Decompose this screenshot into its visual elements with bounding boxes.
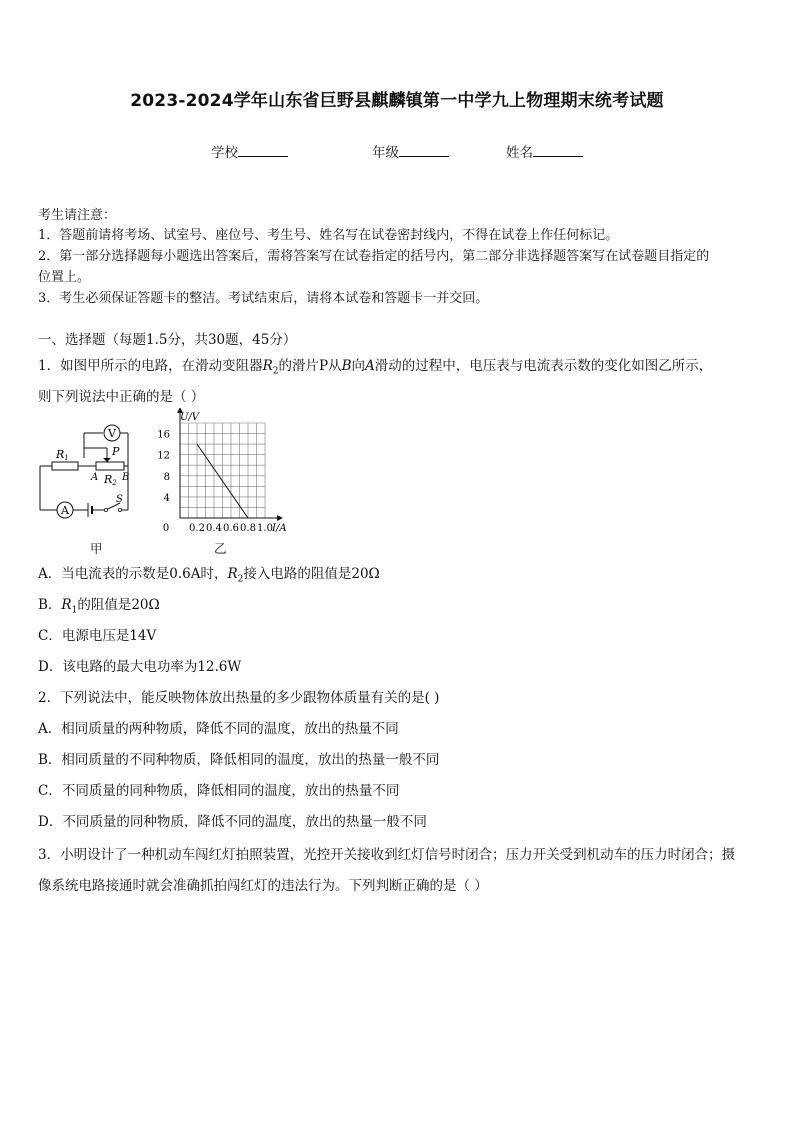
switch-contact-b	[118, 508, 121, 511]
q1-from: B	[341, 358, 352, 374]
q1-option-a-text2: 接入电路的阻值是20Ω	[243, 566, 380, 582]
q2-option-a[interactable]: A．相同质量的两种物质，降低不同的温度，放出的热量不同	[38, 721, 399, 737]
q1-stem-line2: 则下列说法中正确的是（ ）	[38, 389, 205, 405]
q1-option-d[interactable]: D．该电路的最大电功率为12.6W	[38, 659, 242, 675]
q1-option-a-text: A．当电流表的示数是0.6A时，	[38, 566, 228, 582]
p-label: P	[112, 445, 120, 458]
y-tick-label: 12	[157, 450, 170, 462]
q2-option-d[interactable]: D．不同质量的同种物质，降低不同的温度，放出的热量一般不同	[38, 814, 427, 830]
q1-option-a-sub: 2	[237, 574, 244, 585]
school-label: 学校	[211, 145, 238, 161]
u-i-chart	[150, 408, 310, 536]
q1-sub: 2	[272, 366, 279, 377]
r1-label: R1	[56, 448, 69, 462]
q1-stem-line1	[38, 354, 712, 377]
x-axis-label: I/A	[272, 523, 287, 534]
notice-heading: 考生请注意：	[38, 208, 117, 223]
page-title: 2023-2024学年山东省巨野县麒麟镇第一中学九上物理期末统考试题	[130, 91, 664, 111]
origin-label: 0	[162, 523, 170, 534]
x-axis-arrow	[277, 515, 283, 521]
q1-text-b: 的滑片P从	[278, 358, 342, 374]
notice-item-2-cont: 位置上。	[38, 270, 91, 285]
q1-option-b-text: B．	[38, 597, 62, 613]
school-blank	[238, 144, 288, 157]
q2-option-c[interactable]: C．不同质量的同种物质，降低相同的温度，放出的热量不同	[38, 783, 400, 799]
notice-item-2: 2．第一部分选择题每小题选出答案后，需将答案写在试卷指定的括号内，第二部分非选择题答案写在试卷题目指定的	[38, 249, 710, 264]
fig-yi-label: 乙	[214, 541, 227, 556]
y-tick-label: 4	[163, 492, 170, 504]
q2-option-b[interactable]: B．相同质量的不同种物质，降低相同的温度，放出的热量一般不同	[38, 752, 440, 768]
r2-rheostat	[96, 462, 124, 470]
notice-item-3: 3．考生必须保证答题卡的整洁。考试结束后，请将本试卷和答题卡一并交回。	[38, 291, 489, 306]
s-label: S	[116, 494, 123, 505]
q1-option-b-var: R	[61, 597, 72, 613]
switch-contact-a	[104, 508, 107, 511]
q1-option-a[interactable]	[38, 562, 380, 585]
x-tick-label: 0.8	[240, 523, 256, 534]
q1-option-a-var: R	[227, 566, 238, 582]
q1-option-b[interactable]	[38, 593, 160, 616]
name-field	[506, 141, 583, 161]
x-tick-label: 0.6	[223, 523, 239, 534]
school-field	[211, 141, 288, 161]
a-point-label: A	[91, 472, 99, 483]
q1-option-b-text2: 的阻值是20Ω	[77, 597, 160, 613]
r1-resistor	[52, 462, 78, 470]
section-heading: 一、选择题（每题1.5分，共30题，45分）	[38, 332, 297, 348]
grade-blank	[399, 144, 449, 157]
x-tick-label: 0.4	[206, 523, 222, 534]
notice-item-1: 1．答题前请将考场、试室号、座位号、考生号、姓名写在试卷密封线内，不得在试卷上作任何标记。	[38, 228, 619, 243]
name-blank	[533, 144, 583, 157]
fig-jia-label: 甲	[90, 541, 103, 556]
q1-option-b-sub: 1	[71, 605, 78, 616]
name-label: 姓名	[506, 145, 533, 161]
q1-text-a: 1．如图甲所示的电路，在滑动变阻器	[38, 358, 263, 374]
q1-var: R	[262, 358, 273, 374]
y-tick-label: 8	[163, 471, 170, 483]
slider-arrow	[103, 458, 111, 462]
grade-field	[372, 141, 449, 161]
y-axis-label: U/V	[180, 412, 200, 423]
q1-text-c: 向	[351, 358, 366, 374]
b-point-label: B	[122, 472, 130, 483]
ammeter-label: A	[61, 504, 69, 517]
grade-label: 年级	[372, 145, 399, 161]
circuit-diagram	[36, 420, 136, 525]
x-tick-label: 0.2	[189, 523, 205, 534]
voltmeter-label: V	[108, 427, 116, 440]
y-tick-label: 16	[157, 429, 170, 441]
q1-option-c[interactable]: C．电源电压是14V	[38, 628, 157, 644]
q2-stem: 2．下列说法中，能反映物体放出热量的多少跟物体质量有关的是( )	[38, 690, 440, 706]
q1-text-d: 滑动的过程中，电压表与电流表示数的变化如图乙所示，	[374, 358, 713, 374]
q3-stem-line2: 像系统电路接通时就会准确抓拍闯红灯的违法行为。下列判断正确的是（ ）	[38, 878, 488, 894]
x-tick-label: 1.0	[257, 523, 273, 534]
q3-stem-line1: 3．小明设计了一种机动车闯红灯拍照装置，光控开关接收到红灯信号时闭合；压力开关受到机动车的压力时闭合；摄	[38, 847, 736, 863]
r2-label: R2	[104, 473, 117, 487]
q1-to: A	[365, 358, 375, 374]
